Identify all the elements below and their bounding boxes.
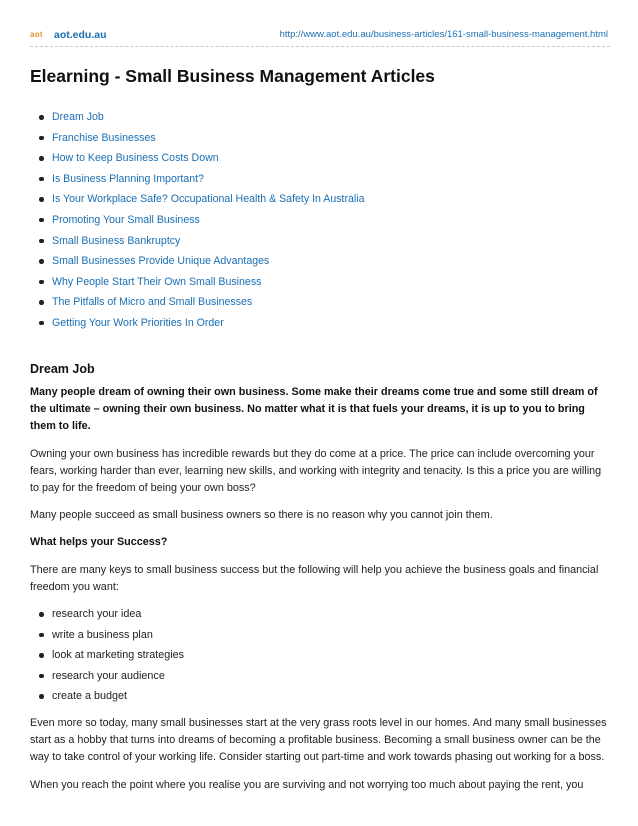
toc-item xyxy=(30,294,365,315)
site-name-link[interactable]: aot.edu.au xyxy=(54,29,107,41)
paragraph: There are many keys to small business success but the following will help you achieve the business goals and financial freedom you want: xyxy=(30,563,599,593)
paragraph: When you reach the point where you realise you are surviving and not worrying too much about paying the rent, you xyxy=(30,778,584,791)
toc-item xyxy=(30,253,365,274)
header-divider xyxy=(30,46,610,47)
toc-link-workplace-safe[interactable]: Is Your Workplace Safe? Occupational Health & Safety In Australia xyxy=(52,193,365,206)
page-title: Elearning - Small Business Management Articles xyxy=(30,66,435,86)
toc-link-unique-advantages[interactable]: Small Businesses Provide Unique Advantages xyxy=(52,255,270,268)
toc-item xyxy=(30,274,365,295)
toc-item xyxy=(30,150,365,171)
paragraph: Even more so today, many small businesses start at the very grass roots level in our homes. And many small businesses start as a hobby that turns into dreams of becoming a profitable business. Becoming a small business owner can be the way to take control of your working life. Consider starting out part-time and work towards phasing out working for a boss. xyxy=(30,717,607,764)
toc-item xyxy=(30,171,365,192)
page-header xyxy=(30,28,608,44)
toc-item xyxy=(30,212,365,233)
toc-link-promoting-business[interactable]: Promoting Your Small Business xyxy=(52,213,200,226)
article-body xyxy=(30,362,608,804)
success-keys-list xyxy=(30,606,608,709)
list-item: create a budget xyxy=(30,688,608,709)
toc-link-franchise-businesses[interactable]: Franchise Businesses xyxy=(52,131,156,144)
site-logo: aot xyxy=(30,30,43,39)
toc-link-bankruptcy[interactable]: Small Business Bankruptcy xyxy=(52,234,181,247)
list-item: research your audience xyxy=(30,668,608,689)
paragraph: Owning your own business has incredible rewards but they do come at a price. The price can include overcoming your fears, working harder than ever, learning new skills, and working with integrity and tenacity. Is this a price you are willing to pay for the freedom of being your own boss? xyxy=(30,447,602,495)
table-of-contents xyxy=(30,109,365,336)
paragraph: Many people succeed as small business owners so there is no reason why you cannot join them. xyxy=(30,509,493,522)
toc-link-work-priorities[interactable]: Getting Your Work Priorities In Order xyxy=(52,316,224,329)
list-item: write a business plan xyxy=(30,627,608,648)
toc-link-keep-costs-down[interactable]: How to Keep Business Costs Down xyxy=(52,152,219,165)
toc-item xyxy=(30,191,365,212)
page-url-link[interactable]: http://www.aot.edu.au/business-articles/161-small-business-management.html xyxy=(279,29,608,40)
lead-paragraph: Many people dream of owning their own business. Some make their dreams come true and some still dream of the ultimate – owning their own business. No matter what it is that fuels your dreams, it is up to you to bring them to life. xyxy=(30,386,598,433)
toc-item xyxy=(30,109,365,130)
toc-item xyxy=(30,315,365,336)
list-item: look at marketing strategies xyxy=(30,647,608,668)
toc-item xyxy=(30,130,365,151)
toc-link-business-planning[interactable]: Is Business Planning Important? xyxy=(52,172,204,185)
toc-link-dream-job[interactable]: Dream Job xyxy=(52,111,104,123)
list-item: research your idea xyxy=(30,606,608,627)
toc-link-why-people-start[interactable]: Why People Start Their Own Small Business xyxy=(52,275,262,288)
section-heading: Dream Job xyxy=(30,362,95,376)
subheading: What helps your Success? xyxy=(30,536,168,549)
toc-link-pitfalls[interactable]: The Pitfalls of Micro and Small Businesses xyxy=(52,296,253,309)
toc-item xyxy=(30,233,365,254)
